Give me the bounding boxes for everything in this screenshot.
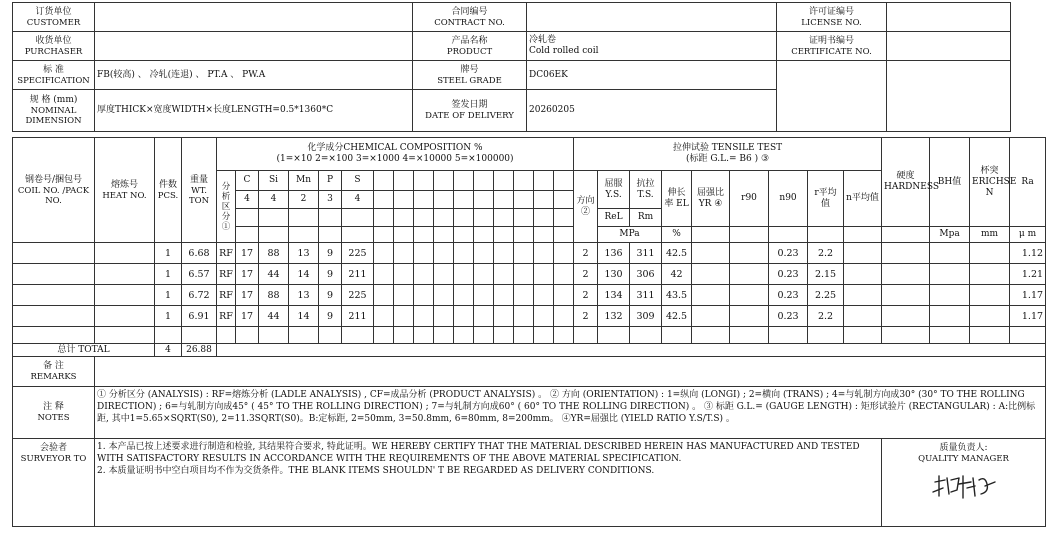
coil-no-header: 钢卷号/捆包号 COIL NO. /PACK NO. xyxy=(13,138,95,243)
direction-cell: 2 xyxy=(574,306,598,327)
chemical-composition-header: 化学成分CHEMICAL COMPOSITION % (1=×10 2=×100 3=×1000 4=×10000 5=×100000) xyxy=(217,138,574,171)
el-cell: 42.5 xyxy=(662,243,692,264)
notes-label: 注 释 NOTES xyxy=(13,387,95,439)
el-header: 伸长率 EL xyxy=(662,171,692,227)
mn-cell: 14 xyxy=(289,264,319,285)
erichsen-header: 杯突 ERICHSE N xyxy=(970,138,1010,227)
certificate-label: 证明书编号 CERTIFICATE NO. xyxy=(777,32,887,61)
ra-cell: 1.17 xyxy=(1010,306,1046,327)
n-avg-header: n平均值 xyxy=(844,171,882,227)
n90-cell: 0.23 xyxy=(769,264,808,285)
mult-c: 4 xyxy=(236,191,259,209)
weight-header: 重量 WT. TON xyxy=(182,138,217,243)
analysis-cell: RF xyxy=(217,264,236,285)
spec-value: FB(较高) 、 冷轧(连退) 、 PT.A 、 PW.A xyxy=(95,61,413,90)
table-row xyxy=(13,264,1046,285)
table-row xyxy=(13,243,1046,264)
certification-line-1: 1. 本产品已按上述要求进行制造和检验, 其结果符合要求, 特此证明。WE HEREBY CERTIFY THAT THE MATERIAL DESCRIBED HEREIN HAS MANUFACTURED AND TESTED WITH SATISFACTORY RESULTS IN ACCORDANCE WITH THE REQUIREMENTS OF THE ABOVE MATERIAL SPECIFICATION. xyxy=(97,442,860,464)
total-row xyxy=(13,344,1046,357)
r-avg-cell: 2.15 xyxy=(808,264,844,285)
n90-cell: 0.23 xyxy=(769,243,808,264)
ts-cell: 309 xyxy=(630,306,662,327)
certification-text xyxy=(95,439,882,527)
analysis-header: 分析区分① xyxy=(217,171,236,243)
n90-cell: 0.23 xyxy=(769,306,808,327)
hardness-header: 硬度 HARDNESS xyxy=(882,138,930,227)
element-si: Si xyxy=(259,171,289,191)
certification-line-2: 2. 本质量证明书中空白项目均不作为交货条件。THE BLANK ITEMS SHOULDN' T BE REGARDED AS DELIVERY CONDITIONS. xyxy=(97,466,655,476)
c-cell: 17 xyxy=(236,306,259,327)
analysis-cell: RF xyxy=(217,306,236,327)
ra-unit: μ m xyxy=(1010,227,1046,243)
si-cell: 88 xyxy=(259,243,289,264)
quality-manager-label-en: QUALITY MANAGER xyxy=(918,454,1009,464)
ra-cell: 1.17 xyxy=(1010,285,1046,306)
table-row xyxy=(13,306,1046,327)
p-cell: 9 xyxy=(319,264,342,285)
delivery-label: 签发日期 DATE OF DELIVERY xyxy=(413,90,527,132)
ts-cell: 311 xyxy=(630,243,662,264)
notes-text: ① 分析区分 (ANALYSIS) : RF=熔炼分析 (LADLE ANALYSIS) , CF=成品分析 (PRODUCT ANALYSIS) 。 ② 方向 (ORIENTATION) : 1=纵向 (LONGI) ; 2=横向 (TRANS) ; 4=与轧制方向成30° (30° TO THE ROLLING DIRECTION) ; 6=与轧制方向成45° ( 45° TO THE ROLLING DIRECTION) ; 7=与轧制方向成60° ( 60° TO THE ROLLING DIRECTION) 。 ③ 标距 G.L.= (GAUGE LENGTH) : 矩形试验片 (RECTANGULAR) : A:比例标距, 其中1=5.65×SQRT(S0), 2=11.3SQRT(S0)。B:定标距, 2=50mm, 3=50.8mm, 6=80mm, 8=200mm。 ④YR=屈强比 (YIELD RATIO Y.S/T.S) 。 xyxy=(95,387,1046,439)
si-cell: 44 xyxy=(259,264,289,285)
element-mn: Mn xyxy=(289,171,319,191)
p-cell: 9 xyxy=(319,306,342,327)
quality-certificate xyxy=(12,2,1044,527)
pcs-cell: 1 xyxy=(155,243,182,264)
s-cell: 225 xyxy=(342,243,374,264)
remarks-label: 备 注 REMARKS xyxy=(13,357,95,387)
purchaser-value xyxy=(95,32,413,61)
direction-header: 方向② xyxy=(574,171,598,243)
product-label: 产品名称 PRODUCT xyxy=(413,32,527,61)
ra-cell: 1.12 xyxy=(1010,243,1046,264)
contract-value xyxy=(527,3,777,32)
table-row xyxy=(13,285,1046,306)
c-cell: 17 xyxy=(236,285,259,306)
heat-no-header: 熔炼号 HEAT NO. xyxy=(95,138,155,243)
dimension-label: 规 格 (mm) NOMINAL DIMENSION xyxy=(13,90,95,132)
header-blank-right-2 xyxy=(887,61,1011,132)
test-results-table xyxy=(12,137,1046,527)
direction-cell: 2 xyxy=(574,243,598,264)
el-cell: 43.5 xyxy=(662,285,692,306)
erichsen-unit: mm xyxy=(970,227,1010,243)
direction-cell: 2 xyxy=(574,285,598,306)
ys-header: 屈服 Y.S. xyxy=(598,171,630,209)
ra-cell: 1.21 xyxy=(1010,264,1046,285)
mn-cell: 13 xyxy=(289,285,319,306)
ys-cell: 136 xyxy=(598,243,630,264)
purchaser-label: 收货单位 PURCHASER xyxy=(13,32,95,61)
r-avg-header: r平均值 xyxy=(808,171,844,227)
surveyor-label: 会验者 SURVEYOR TO xyxy=(13,439,95,527)
product-value: 冷轧卷 Cold rolled coil xyxy=(527,32,777,61)
mult-s: 4 xyxy=(342,191,374,209)
pct-unit: % xyxy=(662,227,692,243)
weight-cell: 6.91 xyxy=(182,306,217,327)
s-cell: 211 xyxy=(342,264,374,285)
ys-cell: 130 xyxy=(598,264,630,285)
header-table xyxy=(12,2,1011,132)
c-cell: 17 xyxy=(236,243,259,264)
r-avg-cell: 2.2 xyxy=(808,306,844,327)
element-s: S xyxy=(342,171,374,191)
analysis-cell: RF xyxy=(217,285,236,306)
el-cell: 42.5 xyxy=(662,306,692,327)
total-label: 总计 TOTAL xyxy=(13,344,155,357)
header-blank-right xyxy=(777,61,887,132)
rel-header: ReL xyxy=(598,209,630,227)
r-avg-cell: 2.25 xyxy=(808,285,844,306)
n90-header: n90 xyxy=(769,171,808,227)
si-cell: 88 xyxy=(259,285,289,306)
signature-image xyxy=(929,470,999,502)
ts-cell: 311 xyxy=(630,285,662,306)
pcs-cell: 1 xyxy=(155,264,182,285)
spec-label: 标 准 SPECIFICATION xyxy=(13,61,95,90)
ts-header: 抗拉 T.S. xyxy=(630,171,662,209)
s-cell: 211 xyxy=(342,306,374,327)
remarks-value xyxy=(95,357,1046,387)
ra-header: Ra xyxy=(1010,138,1046,227)
dimension-value: 厚度THICK×宽度WIDTH×长度LENGTH=0.5*1360*C xyxy=(95,90,413,132)
p-cell: 9 xyxy=(319,285,342,306)
mult-si: 4 xyxy=(259,191,289,209)
contract-label: 合同编号 CONTRACT NO. xyxy=(413,3,527,32)
s-cell: 225 xyxy=(342,285,374,306)
p-cell: 9 xyxy=(319,243,342,264)
weight-cell: 6.57 xyxy=(182,264,217,285)
n90-cell: 0.23 xyxy=(769,285,808,306)
quality-manager-cell xyxy=(882,439,1046,527)
mn-cell: 13 xyxy=(289,243,319,264)
grade-value: DC06EK xyxy=(527,61,777,90)
pcs-cell: 1 xyxy=(155,306,182,327)
tensile-test-header: 拉伸试验 TENSILE TEST (标距 G.L.= B6 ) ③ xyxy=(574,138,882,171)
mult-mn: 2 xyxy=(289,191,319,209)
grade-label: 牌号 STEEL GRADE xyxy=(413,61,527,90)
table-row-empty xyxy=(13,327,1046,344)
yr-header: 屈强比 YR ④ xyxy=(692,171,730,227)
customer-label: 订货单位 CUSTOMER xyxy=(13,3,95,32)
ys-cell: 134 xyxy=(598,285,630,306)
pcs-cell: 1 xyxy=(155,285,182,306)
pcs-header: 件数 PCS. xyxy=(155,138,182,243)
ts-cell: 306 xyxy=(630,264,662,285)
total-weight: 26.88 xyxy=(182,344,217,357)
si-cell: 44 xyxy=(259,306,289,327)
bh-header: BH值 xyxy=(930,138,970,227)
license-value xyxy=(887,3,1011,32)
mpa-unit: MPa xyxy=(598,227,662,243)
analysis-cell: RF xyxy=(217,243,236,264)
customer-value xyxy=(95,3,413,32)
total-pcs: 4 xyxy=(155,344,182,357)
direction-cell: 2 xyxy=(574,264,598,285)
element-p: P xyxy=(319,171,342,191)
mn-cell: 14 xyxy=(289,306,319,327)
quality-manager-label: 质量负责人: xyxy=(939,443,988,453)
certificate-value xyxy=(887,32,1011,61)
license-label: 许可证编号 LICENSE NO. xyxy=(777,3,887,32)
weight-cell: 6.72 xyxy=(182,285,217,306)
r90-header: r90 xyxy=(730,171,769,227)
weight-cell: 6.68 xyxy=(182,243,217,264)
bh-unit: Mpa xyxy=(930,227,970,243)
delivery-value: 20260205 xyxy=(527,90,777,132)
ys-cell: 132 xyxy=(598,306,630,327)
element-c: C xyxy=(236,171,259,191)
r-avg-cell: 2.2 xyxy=(808,243,844,264)
c-cell: 17 xyxy=(236,264,259,285)
mult-p: 3 xyxy=(319,191,342,209)
rm-header: Rm xyxy=(630,209,662,227)
el-cell: 42 xyxy=(662,264,692,285)
